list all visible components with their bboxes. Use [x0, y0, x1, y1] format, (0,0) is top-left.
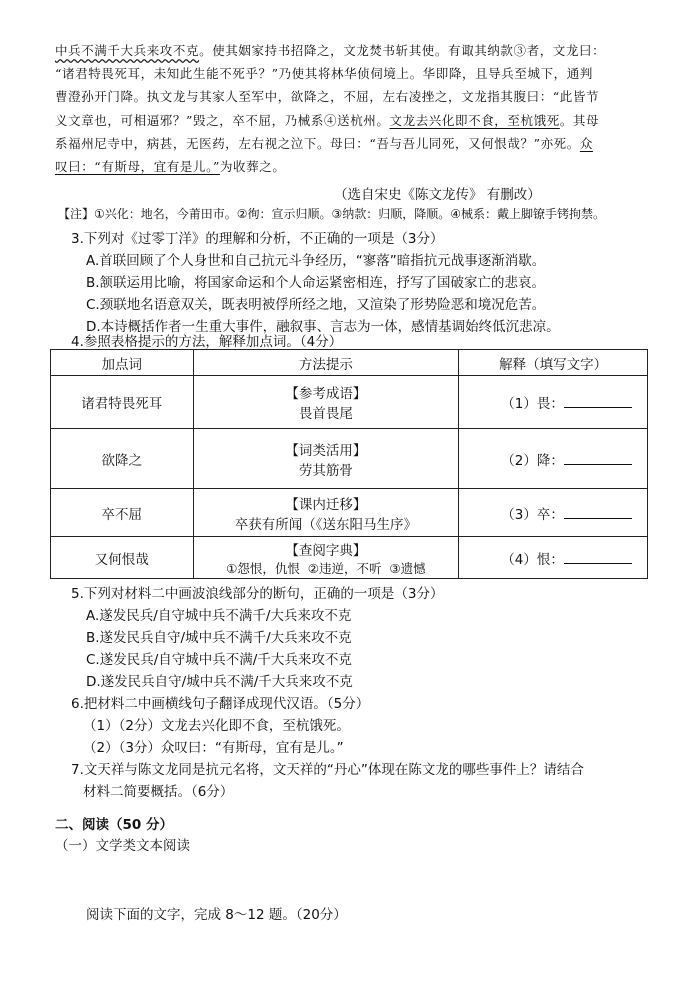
row-word: 卒不屈: [51, 489, 194, 537]
answer-blank[interactable]: [564, 395, 632, 408]
q4-table: [50, 349, 648, 579]
passage-source: （选自宋史《陈文龙传》 有删改）: [334, 187, 541, 203]
table-row: [51, 376, 648, 429]
row-tip: 【词类活用】 劳其筋骨: [193, 429, 459, 489]
q6-stem: 6.把材料二中画横线句子翻译成现代汉语。（5分）: [71, 696, 370, 712]
row-answer: （4）恨：: [459, 537, 648, 579]
row-answer: （2）降：: [459, 429, 648, 489]
q3-option-d: D.本诗概括作者一生重大事件，融叙事、言志为一体，感情基调始终低沉悲凉。: [86, 319, 560, 335]
row-answer: （1）畏：: [459, 376, 648, 429]
underlined-sentence-2: 叹曰：“有斯母，宜有是儿。”: [55, 159, 220, 174]
q3-option-a: A.首联回顾了个人身世和自己抗元斗争经历，“寥落”暗指抗元战事逐渐消歇。: [86, 253, 546, 269]
passage-line-5: 系福州尼寺中，病甚，无医药，左右视之泣下。母曰：“吾与吾儿同死，又何恨哉？”亦死。众: [55, 136, 593, 151]
table-row: [51, 429, 648, 489]
q3-option-c: C.颈联地名语意双关，既表明被俘所经之地，又渲染了形势险恶和境况危苦。: [86, 297, 546, 313]
answer-blank[interactable]: [564, 551, 632, 564]
table-row: [51, 537, 648, 579]
q5-stem: 5.下列对材料二中画波浪线部分的断句，正确的一项是（3分）: [71, 586, 444, 602]
answer-blank[interactable]: [564, 506, 632, 519]
q6-item-1: （1）（2分）文龙去兴化即不食，至杭饿死。: [83, 718, 350, 734]
passage-line-1: 中兵不满千大兵来攻不克。使其姻家持书招降之，文龙焚书斩其使。有诹其纳款③者，文龙曰：: [55, 43, 606, 58]
q4-stem: 4.参照表格提示的方法，解释加点词。（4分）: [71, 334, 343, 350]
wavy-underlined-phrase: 中兵不满千大兵来攻不克: [55, 43, 200, 58]
passage-line-4: 义文章也，可相逼邪？”毁之，卒不屈，乃械系④送杭州。文龙去兴化即不食，至杭饿死。其母: [55, 113, 600, 128]
row-tip: 【课内迁移】 卒获有所闻（《送东阳马生序》: [193, 489, 459, 537]
header-word: 加点词: [51, 350, 194, 376]
row-answer: （3）卒：: [459, 489, 648, 537]
answer-blank[interactable]: [564, 452, 632, 465]
row-word: 欲降之: [51, 429, 194, 489]
q5-option-b: B.遂发民兵自守/城中兵不满千/大兵来攻不克: [86, 630, 352, 646]
section-2-instruction: 阅读下面的文字，完成 8～12 题。（20分）: [86, 907, 347, 923]
row-tip: 【参考成语】 畏首畏尾: [193, 376, 459, 429]
q7-line-2: 材料二简要概括。（6分）: [83, 784, 234, 800]
q3-option-b: B.颔联运用比喻，将国家命运和个人命运紧密相连，抒写了国破家亡的悲哀。: [86, 275, 546, 291]
q6-item-2: （2）（3分）众叹曰：“有斯母，宜有是儿。”: [83, 740, 344, 756]
passage-line-3: 曹澄孙开门降。执文龙与其家人至军中，欲降之，不屈，左右凌挫之，文龙指其腹曰：“此皆节: [55, 89, 600, 104]
row-tip: 【查阅字典】 ①怨恨，仇恨 ②违逆，不听 ③遗憾: [193, 537, 459, 579]
passage-notes: 【注】①兴化：地名，今莆田市。②徇：宣示归顺。③纳款：归顺，降顺。④械系：戴上脚镣手铐拘禁。: [58, 207, 606, 221]
row-word: 又何恨哉: [51, 537, 194, 579]
q5-option-a: A.遂发民兵/自守城中兵不满千/大兵来攻不克: [86, 608, 352, 624]
passage-line-6: 叹曰：“有斯母，宜有是儿。”为收葬之。: [55, 159, 286, 174]
table-header-row: [51, 350, 648, 376]
header-method: 方法提示: [193, 350, 459, 376]
q5-option-d: D.遂发民兵自守/城中兵不满/千大兵来攻不克: [86, 674, 353, 690]
section-2-title: 二、阅读（50 分）: [55, 817, 173, 833]
section-2-subtitle: （一）文学类文本阅读: [55, 838, 190, 854]
underlined-sentence-1: 文龙去兴化即不食，至杭饿死: [389, 113, 560, 128]
header-answer: 解释（填写文字）: [459, 350, 648, 376]
q5-option-c: C.遂发民兵/自守城中兵不满/千大兵来攻不克: [86, 652, 352, 668]
row-word: 诸君特畏死耳: [51, 376, 194, 429]
q3-stem: 3.下列对《过零丁洋》的理解和分析，不正确的一项是（3分）: [71, 231, 444, 247]
table-row: [51, 489, 648, 537]
passage-line-2: “诸君特畏死耳，未知此生能不死乎？”乃使其将林华侦伺境上。华即降，且导兵至城下，通判: [55, 66, 593, 81]
q7-line-1: 7.文天祥与陈文龙同是抗元名将，文天祥的“丹心”体现在陈文龙的哪些事件上？请结合: [71, 762, 584, 778]
